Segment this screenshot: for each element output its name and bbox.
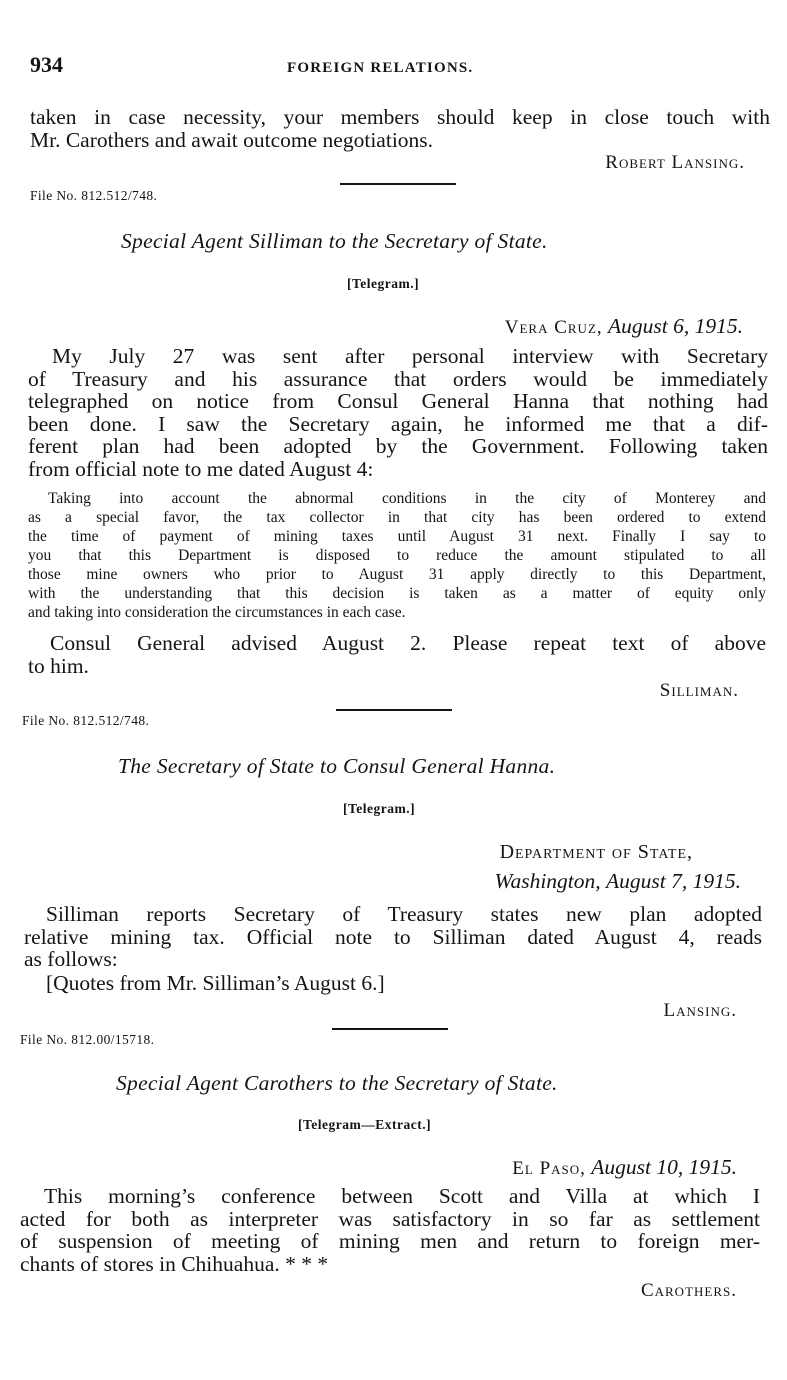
text-line: and taking into consideration the circumstances in each case. xyxy=(28,604,406,621)
place: El Paso, xyxy=(512,1158,586,1179)
telegram-label: [Telegram.] xyxy=(343,801,416,816)
text-line: of Treasury and his assurance that orders would be immediately xyxy=(28,366,768,391)
text-line: those mine owners who prior to August 31 apply directly to this Department, xyxy=(28,566,766,583)
text-line: This morning’s conference between Scott and Villa at which I xyxy=(44,1184,760,1208)
text-line: telegraphed on notice from Consul General Hanna that nothing had xyxy=(28,389,768,413)
section-divider xyxy=(340,183,456,185)
continuation-paragraph xyxy=(30,106,770,151)
text-line: you that this Department is disposed to reduce the amount stipulated to all xyxy=(28,547,766,564)
section-divider xyxy=(332,1028,448,1030)
file-number: File No. 812.512/748. xyxy=(22,713,150,728)
document-title: Special Agent Silliman to the Secretary of State. xyxy=(121,229,548,253)
text-line: taken in case necessity, your members should keep in close touch with xyxy=(30,105,770,129)
telegram-paragraph xyxy=(20,1185,760,1275)
telegram-label: [Telegram—Extract.] xyxy=(298,1117,432,1132)
document-title: The Secretary of State to Consul General Hanna. xyxy=(118,754,556,778)
section-divider xyxy=(336,709,452,711)
text-line: with the understanding that this decision is taken as a matter of equity only xyxy=(28,585,766,602)
place: Vera Cruz, xyxy=(504,317,603,338)
bracket-note: [Quotes from Mr. Silliman’s August 6.] xyxy=(46,971,385,995)
text-line: My July 27 was sent after personal interview with Secretary xyxy=(52,344,768,368)
date: August 10, 1915. xyxy=(591,1155,737,1179)
text-line: Taking into account the abnormal conditions in the city of Monterey and xyxy=(48,490,766,507)
text-line: Silliman reports Secretary of Treasury states new plan adopted xyxy=(46,902,762,926)
text-line: of suspension of meeting of mining men and return to foreign mer- xyxy=(20,1229,760,1253)
signature-carothers: Carothers. xyxy=(640,1280,737,1301)
signature-lansing: Robert Lansing. xyxy=(605,152,745,173)
date: August 7, 1915. xyxy=(606,869,741,893)
place: Department of State, xyxy=(499,841,693,863)
text-line: Consul General advised August 2. Please repeat text of above xyxy=(50,631,766,655)
text-line: chants of stores in Chihuahua. * * * xyxy=(20,1251,329,1276)
signature-silliman: Silliman. xyxy=(659,680,739,701)
page-number: 934 xyxy=(30,52,63,77)
text-line: to him. xyxy=(28,653,89,678)
text-line: Mr. Carothers and await outcome negotiations. xyxy=(30,127,434,152)
text-line: been done. I saw the Secretary again, he informed me that a dif- xyxy=(28,411,768,436)
telegram-paragraph xyxy=(28,632,766,677)
dateline xyxy=(495,870,741,893)
text-line: from official note to me dated August 4: xyxy=(28,456,374,481)
file-number: File No. 812.512/748. xyxy=(30,188,158,203)
dateline xyxy=(512,1156,737,1181)
text-line: the time of payment of mining taxes until August 31 next. Finally I say to xyxy=(28,528,766,545)
signature-lansing: Lansing. xyxy=(663,1000,737,1021)
telegram-paragraph xyxy=(24,903,762,971)
document-title: Special Agent Carothers to the Secretary of State. xyxy=(116,1071,558,1095)
text-line: acted for both as interpreter was satisfactory in so far as settlement xyxy=(20,1206,760,1231)
telegram-label: [Telegram.] xyxy=(347,276,420,291)
running-title: FOREIGN RELATIONS. xyxy=(287,60,474,76)
quoted-note xyxy=(28,489,766,622)
text-line: relative mining tax. Official note to Silliman dated August 4, reads xyxy=(24,924,762,949)
date: August 6, 1915. xyxy=(608,314,743,338)
dateline xyxy=(505,315,743,340)
text-line: as follows: xyxy=(24,947,118,971)
file-number: File No. 812.00/15718. xyxy=(20,1032,155,1047)
city: Washington, xyxy=(494,869,601,893)
telegram-paragraph xyxy=(28,345,768,480)
text-line: ferent plan had been adopted by the Government. Following taken xyxy=(28,434,768,458)
text-line: as a special favor, the tax collector in that city has been ordered to extend xyxy=(28,509,766,526)
